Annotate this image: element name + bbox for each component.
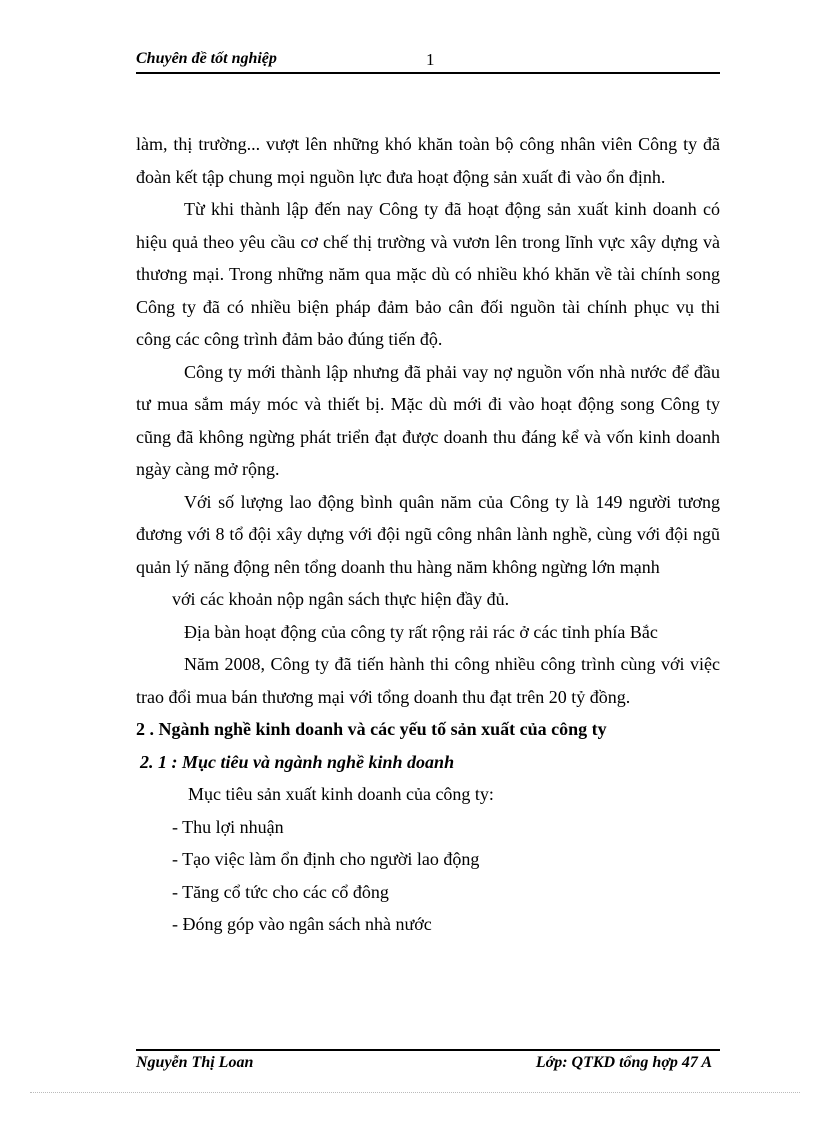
paragraph: Công ty mới thành lập nhưng đã phải vay nợ nguồn vốn nhà nước để đầu tư mua sắm máy móc và thiết bị. Mặc dù mới đi vào hoạt động song Công ty cũng đã không ngừng phát triển đạt được doanh thu đáng kể và vốn kinh doanh ngày càng mở rộng. — [136, 361, 720, 479]
list-item: - Thu lợi nhuận — [172, 816, 284, 837]
page-number: 1 — [426, 50, 435, 69]
section-heading: 2 . Ngành nghề kinh doanh và các yếu tố sản xuất của công ty — [136, 719, 607, 739]
paragraph-continuation: làm, thị trường... vượt lên những khó khăn toàn bộ công nhân viên Công ty đã đoàn kết tập chung mọi nguồn lực đưa hoạt động sản xuất đi vào ổn định. — [136, 134, 720, 187]
paragraph: Địa bàn hoạt động của công ty rất rộng rải rác ở các tỉnh phía Bắc — [184, 621, 658, 642]
goals-intro: Mục tiêu sản xuất kinh doanh của công ty: — [188, 784, 494, 804]
page-boundary — [30, 1092, 800, 1093]
footer-author: Nguyễn Thị Loan — [136, 1054, 254, 1071]
paragraph: Với số lượng lao động bình quân năm của Công ty là 149 người tương đương với 8 tổ đội xây dựng với đội ngũ công nhân lành nghề, cùng với đội ngũ quản lý năng động nên tổng doanh thu hàng năm không ngừng lớn mạnh — [136, 491, 720, 577]
page-header — [136, 48, 720, 74]
header-title: Chuyên đề tốt nghiệp — [136, 50, 277, 67]
paragraph: với các khoản nộp ngân sách thực hiện đầy đủ. — [172, 589, 510, 609]
footer-divider — [136, 1049, 720, 1051]
subsection-heading: 2. 1 : Mục tiêu và ngành nghề kinh doanh — [140, 751, 455, 772]
list-item: - Tạo việc làm ổn định cho người lao động — [172, 849, 480, 869]
paragraph: Từ khi thành lập đến nay Công ty đã hoạt động sản xuất kinh doanh có hiệu quả theo yêu cầu cơ chế thị trường và vươn lên trong lĩnh vực xây dựng và thương mại. Trong những năm qua mặc dù có nhiều khó khăn về tài chính song Công ty đã có nhiều biện pháp đảm bảo cân đối nguồn tài chính phục vụ thi công các công trình đảm bảo đúng tiến độ. — [136, 199, 720, 349]
paragraph: Năm 2008, Công ty đã tiến hành thi công nhiều công trình cùng với việc trao đổi mua bán thương mại với tổng doanh thu đạt trên 20 tỷ đồng. — [136, 654, 720, 707]
footer-class: Lớp: QTKD tổng hợp 47 A — [535, 1054, 712, 1071]
document-body — [136, 128, 720, 941]
list-item: - Đóng góp vào ngân sách nhà nước — [172, 914, 432, 934]
list-item: - Tăng cổ tức cho các cổ đông — [172, 881, 389, 902]
